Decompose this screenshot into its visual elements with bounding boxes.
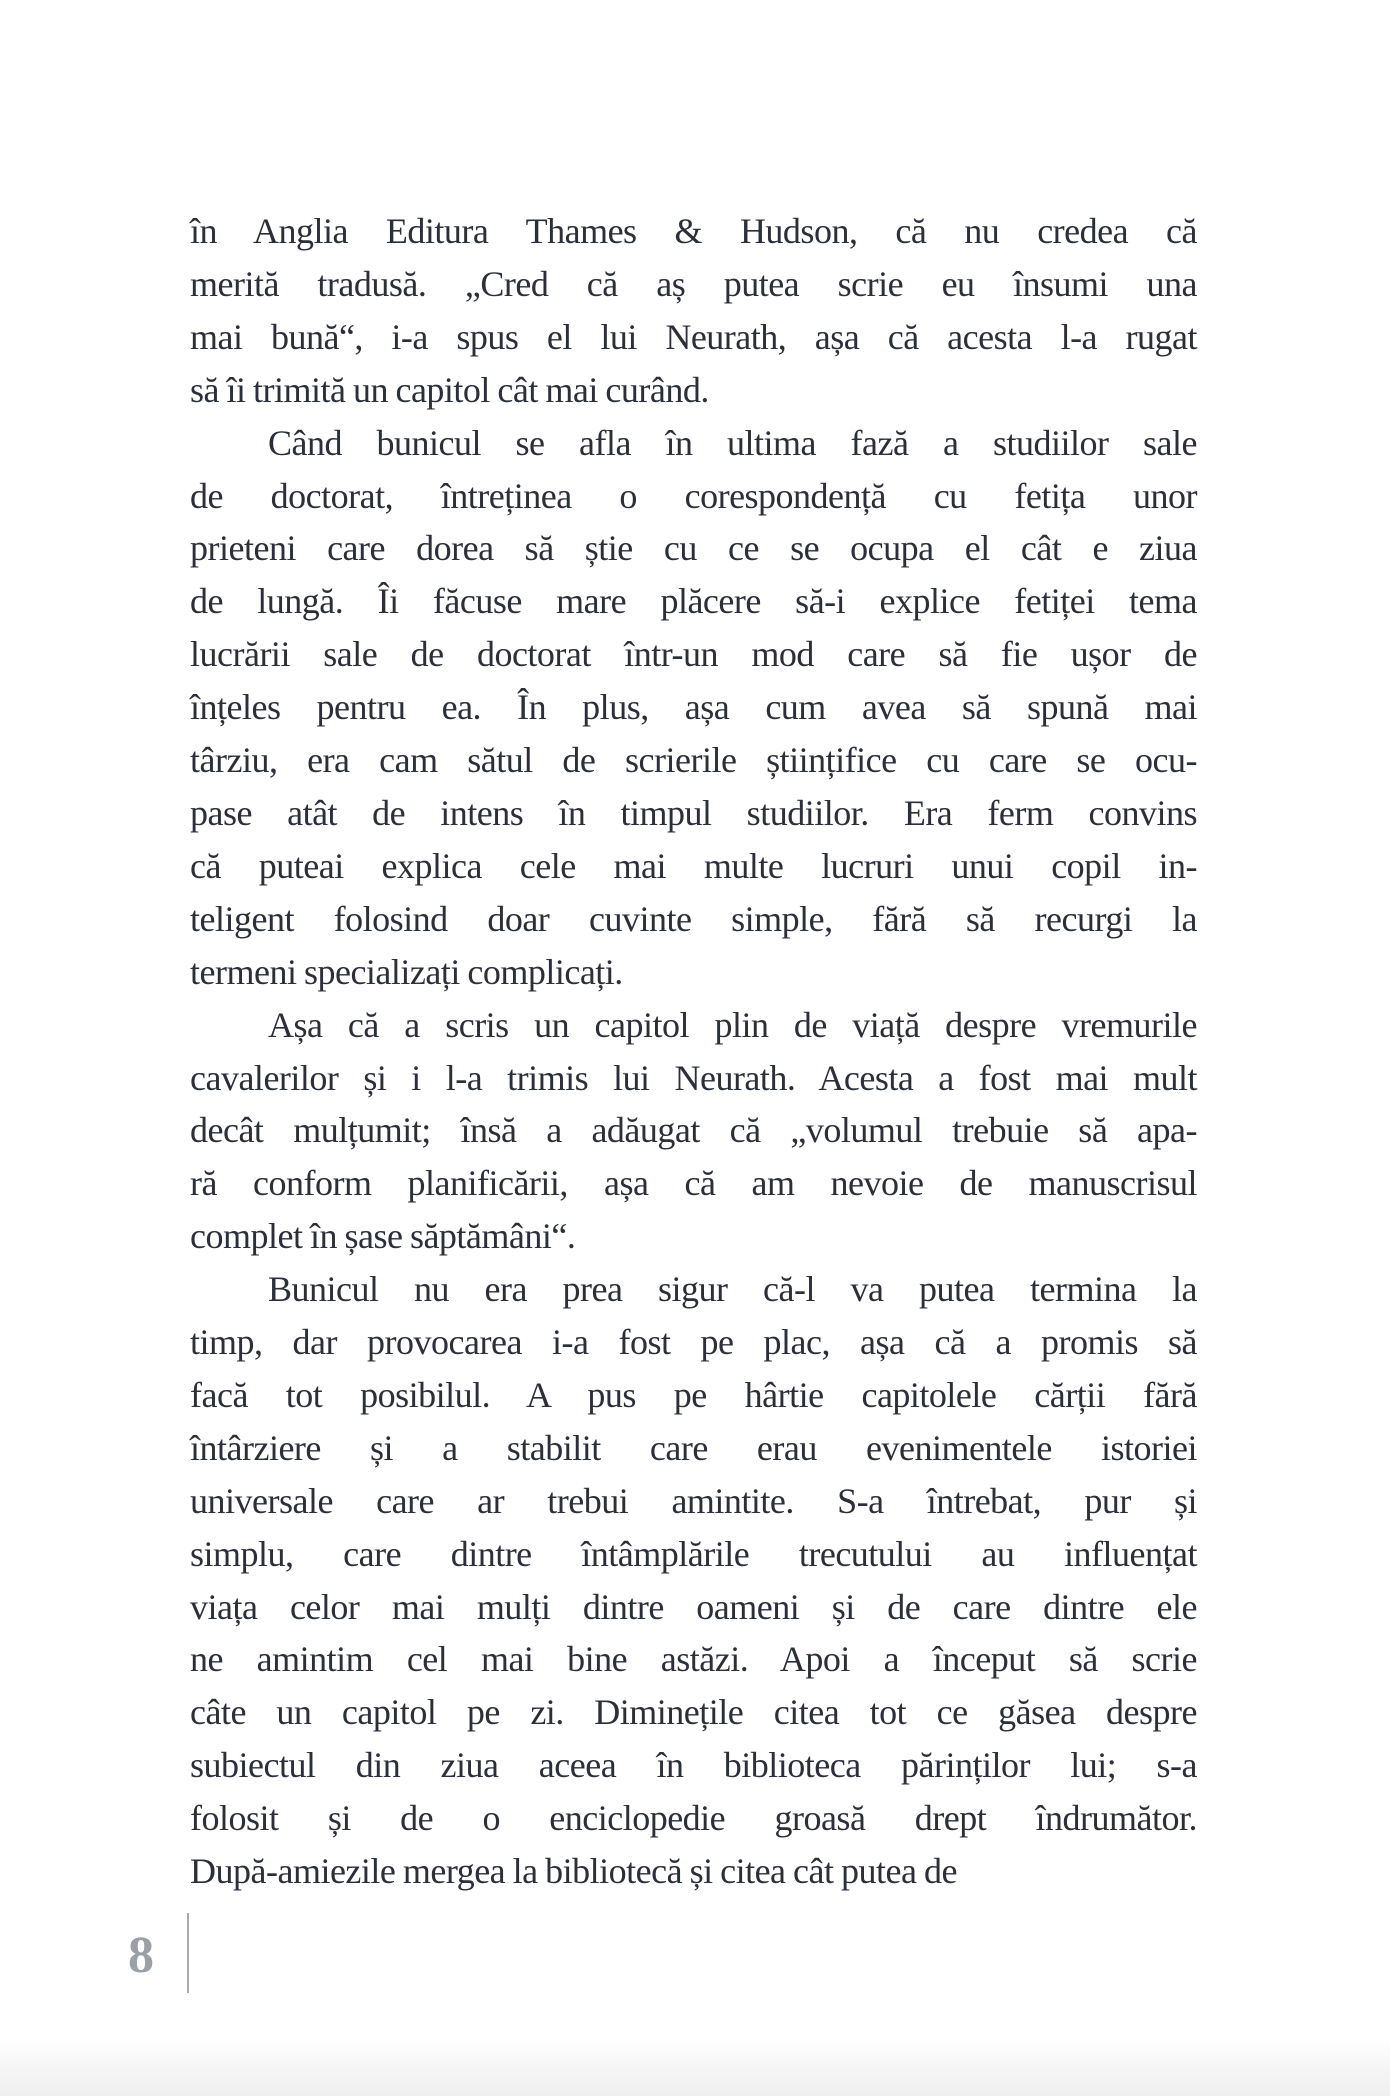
body-text: [190, 205, 1197, 1898]
text-line: în Anglia Editura Thames & Hudson, că nu credea că: [190, 211, 1197, 251]
text-line: târziu, era cam sătul de scrierile științifice cu care se ocu-: [190, 740, 1197, 781]
text-line: facă tot posibilul. A pus pe hârtie capitolele cărții fără: [190, 1374, 1197, 1415]
text-line: de doctorat, întreținea o corespondență cu fetița unor: [190, 475, 1197, 516]
text-line: pase atât de intens în timpul studiilor. Era ferm convins: [190, 792, 1197, 833]
text-line: timp, dar provocarea i-a fost pe plac, așa că a promis să: [190, 1322, 1197, 1363]
text-line: cavalerilor și i l-a trimis lui Neurath. Acesta a fost mai mult: [190, 1057, 1197, 1098]
text-line: termeni specializați complicați.: [190, 951, 623, 992]
text-line: decât mulțumit; însă a adăugat că „volumul trebuie să apa-: [190, 1110, 1197, 1151]
text-line: înțeles pentru ea. În plus, așa cum avea să spună mai: [190, 687, 1197, 728]
text-line: subiectul din ziua aceea în biblioteca părinților lui; s-a: [190, 1745, 1197, 1786]
text-line: teligent folosind doar cuvinte simple, fără să recurgi la: [190, 898, 1197, 939]
text-line: folosit și de o enciclopedie groasă drept îndrumător.: [190, 1798, 1197, 1839]
page-edge-shadow: [0, 2038, 1390, 2096]
text-line: complet în șase săptămâni“.: [190, 1216, 576, 1257]
footer-divider-rule: [187, 1913, 189, 1993]
text-line: mai bună“, i-a spus el lui Neurath, așa că acesta l-a rugat: [190, 316, 1197, 357]
text-line: lucrării sale de doctorat într-un mod care să fie ușor de: [190, 634, 1197, 675]
text-line: întârziere și a stabilit care erau evenimentele istoriei: [190, 1427, 1197, 1468]
text-line: câte un capitol pe zi. Diminețile citea tot ce găsea despre: [190, 1692, 1197, 1733]
text-line: simplu, care dintre întâmplările trecutului au influențat: [190, 1533, 1197, 1574]
text-line: merită tradusă. „Cred că aș putea scrie eu însumi una: [190, 263, 1197, 304]
text-line: După-amiezile mergea la bibliotecă și citea cât putea de: [190, 1851, 957, 1892]
text-line: să îi trimită un capitol cât mai curând.: [190, 369, 709, 410]
text-line: ne amintim cel mai bine astăzi. Apoi a început să scrie: [190, 1639, 1197, 1680]
text-line: universale care ar trebui amintite. S-a întrebat, pur și: [190, 1480, 1197, 1521]
text-line: de lungă. Îi făcuse mare plăcere să-i explice fetiței tema: [190, 581, 1197, 622]
text-line: prieteni care dorea să știe cu ce se ocupa el cât e ziua: [190, 528, 1197, 569]
text-line: Bunicul nu era prea sigur că-l va putea termina la: [268, 1269, 1197, 1310]
text-line: viața celor mai mulți dintre oameni și de care dintre ele: [190, 1586, 1197, 1627]
text-line: ră conform planificării, așa că am nevoie de manuscrisul: [190, 1163, 1197, 1204]
text-line: Când bunicul se afla în ultima fază a studiilor sale: [268, 422, 1197, 463]
text-line: că puteai explica cele mai multe lucruri unui copil in-: [190, 845, 1197, 886]
text-line: Așa că a scris un capitol plin de viață despre vremurile: [268, 1004, 1197, 1045]
page-number: 8: [128, 1927, 154, 1984]
